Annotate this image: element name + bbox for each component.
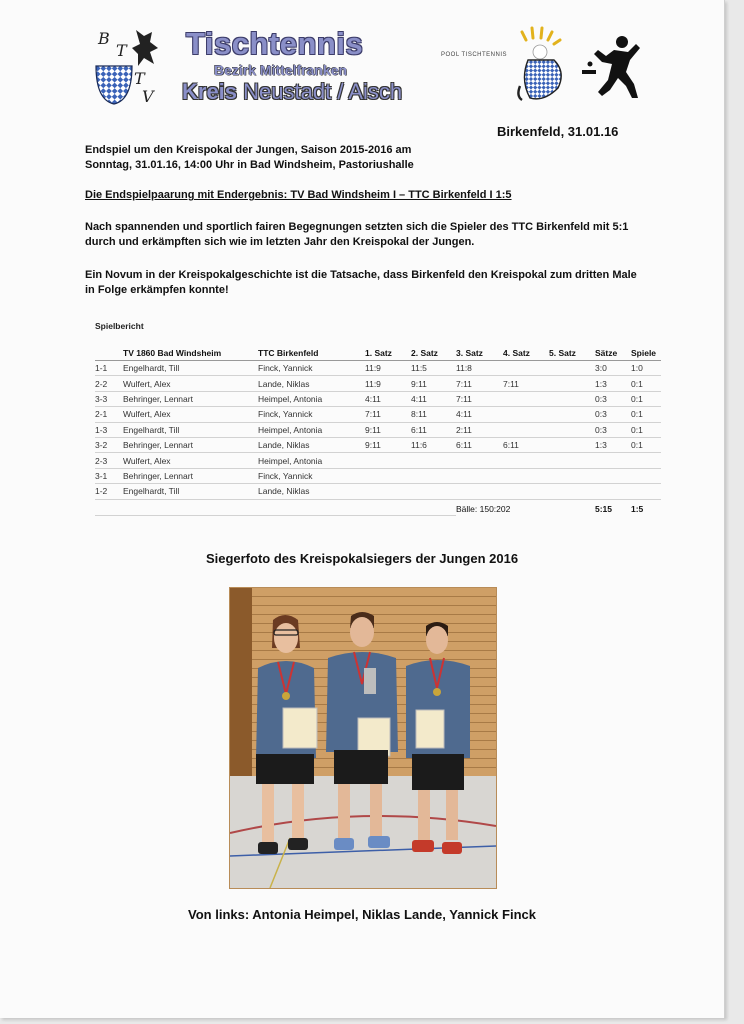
away-player: Finck, Yannick — [258, 407, 365, 422]
table-row — [95, 422, 661, 437]
balls-total: Bälle: 150:202 — [456, 503, 511, 514]
away-player: Heimpel, Antonia — [258, 391, 365, 406]
total-spiele: 1:5 — [631, 503, 644, 514]
player-pictogram-icon — [580, 34, 644, 100]
header-cell: Sätze — [595, 346, 631, 361]
set-score: 11:9 — [365, 361, 411, 376]
table-row — [95, 407, 661, 422]
header-cell — [95, 346, 123, 361]
away-player: Finck, Yannick — [258, 468, 365, 483]
set-score: 11:8 — [456, 361, 503, 376]
table-header-row — [95, 346, 661, 361]
set-score: 4:11 — [365, 391, 411, 406]
racket-logo — [514, 26, 566, 102]
match-number: 1-1 — [95, 361, 123, 376]
set-score: 11:5 — [411, 361, 456, 376]
table-row — [95, 468, 661, 483]
paragraph-2: Ein Novum in der Kreispokalgeschichte ist die Tatsache, dass Birkenfeld den Kreispokal zum dritten Male in Folge erkämpfen konnte! — [85, 269, 637, 296]
set-score: 7:11 — [456, 391, 503, 406]
totals-row — [95, 499, 661, 516]
sets-total: 1:3 — [595, 376, 631, 391]
set-score: 4:11 — [411, 391, 456, 406]
set-score — [411, 484, 456, 499]
set-score: 2:11 — [456, 422, 503, 437]
logo-letter-b: B — [98, 29, 110, 48]
paragraph-1: Nach spannenden und sportlich fairen Begegnungen setzten sich die Spieler des TTC Birkenfeld mit 5:1 durch und erkämpften sich wie im letzten Jahr den Kreispokal der Jungen. — [85, 221, 629, 248]
header-cell: Spiele — [631, 346, 661, 361]
games-total — [631, 468, 661, 483]
match-number: 2-1 — [95, 407, 123, 422]
set-score — [503, 422, 549, 437]
set-score — [549, 437, 595, 452]
set-score — [549, 391, 595, 406]
home-player: Engelhardt, Till — [123, 361, 258, 376]
set-score — [503, 391, 549, 406]
header-cell: 5. Satz — [549, 346, 595, 361]
set-score — [503, 468, 549, 483]
set-score: 6:11 — [456, 437, 503, 452]
set-score: 4:11 — [456, 407, 503, 422]
header-cell: 3. Satz — [456, 346, 503, 361]
set-score: 6:11 — [411, 422, 456, 437]
set-score — [503, 361, 549, 376]
result-line: Die Endspielpaarung mit Endergebnis: TV Bad Windsheim I – TTC Birkenfeld I 1:5 — [85, 189, 512, 201]
games-total: 1:0 — [631, 361, 661, 376]
sets-total — [595, 484, 631, 499]
table-row — [95, 484, 661, 499]
home-player: Wulfert, Alex — [123, 453, 258, 468]
away-player: Heimpel, Antonia — [258, 453, 365, 468]
set-score: 7:11 — [365, 407, 411, 422]
games-total — [631, 484, 661, 499]
match-number: 1-3 — [95, 422, 123, 437]
kreis-rest: Neustadt / Aisch — [237, 79, 403, 104]
small-logo-text: POOL TISCHTENNIS — [441, 52, 508, 58]
set-score: 7:11 — [456, 376, 503, 391]
set-score — [411, 453, 456, 468]
intro-line-1: Endspiel um den Kreispokal der Jungen, Saison 2015-2016 am — [85, 144, 412, 156]
games-total: 0:1 — [631, 391, 661, 406]
logo-letter-t1: T — [116, 41, 127, 60]
photo-caption: Von links: Antonia Heimpel, Niklas Lande, Yannick Finck — [188, 907, 536, 922]
set-score — [456, 468, 503, 483]
match-number: 1-2 — [95, 484, 123, 499]
sets-total: 0:3 — [595, 407, 631, 422]
sets-total: 3:0 — [595, 361, 631, 376]
set-score — [549, 376, 595, 391]
set-score — [365, 468, 411, 483]
set-score — [411, 468, 456, 483]
table-row — [95, 391, 661, 406]
set-score: 11:9 — [365, 376, 411, 391]
match-number: 3-3 — [95, 391, 123, 406]
date-line: Birkenfeld, 31.01.16 — [497, 124, 619, 139]
header-title: Tischtennis — [186, 26, 364, 61]
sets-total — [595, 453, 631, 468]
set-score — [503, 484, 549, 499]
set-score — [549, 361, 595, 376]
logo-letter-t2: T — [134, 69, 145, 88]
match-number: 2-2 — [95, 376, 123, 391]
set-score: 9:11 — [365, 437, 411, 452]
header-cell: TTC Birkenfeld — [258, 346, 365, 361]
away-player: Finck, Yannick — [258, 361, 365, 376]
header-cell: TV 1860 Bad Windsheim — [123, 346, 258, 361]
set-score — [549, 422, 595, 437]
match-number: 3-2 — [95, 437, 123, 452]
header-kreis — [182, 79, 402, 105]
winner-photo — [229, 587, 497, 889]
set-score: 11:6 — [411, 437, 456, 452]
header-cell: 4. Satz — [503, 346, 549, 361]
total-saetze: 5:15 — [595, 503, 613, 514]
intro-paragraph — [85, 143, 645, 173]
games-total — [631, 453, 661, 468]
home-player: Wulfert, Alex — [123, 376, 258, 391]
set-score — [365, 453, 411, 468]
away-player: Lande, Niklas — [258, 376, 365, 391]
intro-line-2: Sonntag, 31.01.16, 14:00 Uhr in Bad Windsheim, Pastoriushalle — [85, 159, 414, 171]
games-total: 0:1 — [631, 437, 661, 452]
table-row — [95, 453, 661, 468]
table-row — [95, 361, 661, 376]
bttv-logo — [92, 26, 162, 106]
sets-total: 0:3 — [595, 422, 631, 437]
set-score — [549, 453, 595, 468]
away-player: Heimpel, Antonia — [258, 422, 365, 437]
spielbericht-label: Spielbericht — [95, 321, 144, 331]
table-row — [95, 376, 661, 391]
away-player: Lande, Niklas — [258, 437, 365, 452]
set-score — [549, 407, 595, 422]
games-total: 0:1 — [631, 376, 661, 391]
home-player: Wulfert, Alex — [123, 407, 258, 422]
home-player: Behringer, Lennart — [123, 391, 258, 406]
set-score: 7:11 — [503, 376, 549, 391]
games-total: 0:1 — [631, 407, 661, 422]
score-table — [95, 346, 661, 516]
match-number: 3-1 — [95, 468, 123, 483]
games-total: 0:1 — [631, 422, 661, 437]
set-score: 9:11 — [411, 376, 456, 391]
header-subtitle: Bezirk Mittelfranken — [214, 62, 348, 78]
home-player: Engelhardt, Till — [123, 484, 258, 499]
set-score — [503, 453, 549, 468]
logo-letter-v: V — [142, 87, 154, 106]
set-score: 9:11 — [365, 422, 411, 437]
photo-title: Siegerfoto des Kreispokalsiegers der Jungen 2016 — [205, 551, 519, 566]
away-player: Lande, Niklas — [258, 484, 365, 499]
home-player: Engelhardt, Till — [123, 422, 258, 437]
sets-total: 1:3 — [595, 437, 631, 452]
sets-total — [595, 468, 631, 483]
table-row — [95, 437, 661, 452]
header-cell: 2. Satz — [411, 346, 456, 361]
home-player: Behringer, Lennart — [123, 468, 258, 483]
set-score — [503, 407, 549, 422]
home-player: Behringer, Lennart — [123, 437, 258, 452]
set-score — [456, 453, 503, 468]
set-score — [365, 484, 411, 499]
kreis-bold: Kreis — [182, 79, 238, 104]
set-score — [456, 484, 503, 499]
set-score — [549, 468, 595, 483]
sets-total: 0:3 — [595, 391, 631, 406]
set-score: 6:11 — [503, 437, 549, 452]
match-number: 2-3 — [95, 453, 123, 468]
header-cell: 1. Satz — [365, 346, 411, 361]
set-score: 8:11 — [411, 407, 456, 422]
set-score — [549, 484, 595, 499]
